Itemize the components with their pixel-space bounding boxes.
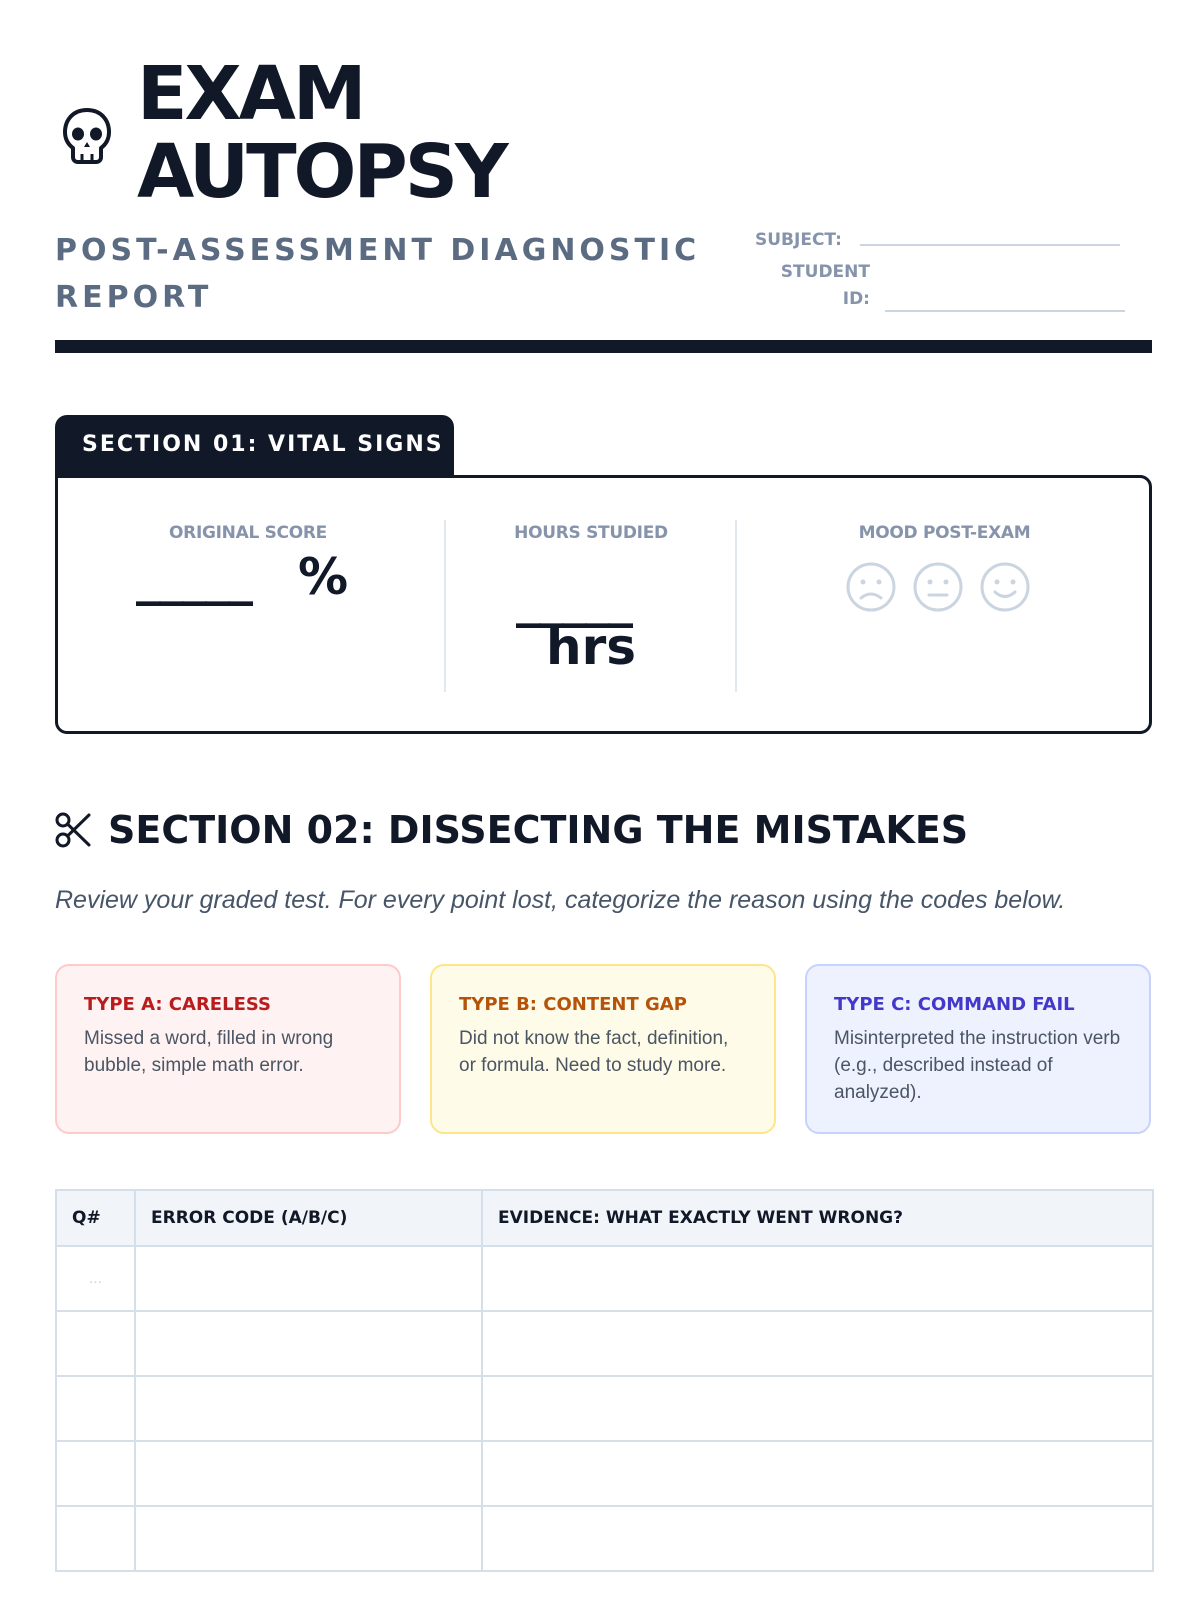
section-01-tab: SECTION 01: VITAL SIGNS bbox=[55, 415, 454, 475]
student-id-row bbox=[755, 259, 1152, 319]
column-header-error-code: ERROR CODE (A/B/C) bbox=[135, 1190, 482, 1246]
neutral-face-icon[interactable] bbox=[912, 561, 964, 613]
hours-studied-block bbox=[446, 478, 736, 731]
card-title: TYPE B: CONTENT GAP bbox=[459, 994, 687, 1015]
section-02-title: SECTION 02: DISSECTING THE MISTAKES bbox=[108, 808, 969, 852]
question-cell[interactable] bbox=[56, 1441, 135, 1506]
evidence-cell[interactable] bbox=[482, 1376, 1153, 1441]
section-02-instructions: Review your graded test. For every point lost, categorize the reason using the codes below. bbox=[55, 886, 1066, 914]
subject-field[interactable] bbox=[860, 244, 1120, 246]
title-line-1: EXAM bbox=[137, 51, 364, 137]
original-score-label: ORIGINAL SCORE bbox=[169, 523, 327, 543]
header-rule bbox=[55, 340, 1152, 353]
hours-studied-label: HOURS STUDIED bbox=[514, 523, 668, 543]
original-score-blank[interactable]: _____ bbox=[136, 548, 251, 606]
student-id-label: STUDENT ID: bbox=[780, 262, 870, 309]
error-type-card-c bbox=[805, 964, 1151, 1134]
evidence-cell[interactable] bbox=[482, 1246, 1153, 1311]
hours-studied-unit: hrs bbox=[546, 618, 637, 676]
table-header-row bbox=[56, 1190, 1153, 1246]
smile-face-icon[interactable] bbox=[979, 561, 1031, 613]
title-line-2: AUTOPSY bbox=[137, 129, 506, 215]
card-title: TYPE C: COMMAND FAIL bbox=[834, 994, 1075, 1015]
card-description: Missed a word, filled in wrong bubble, simple math error. bbox=[84, 1028, 334, 1076]
error-type-card-b bbox=[430, 964, 776, 1134]
error-code-cell[interactable] bbox=[135, 1246, 482, 1311]
error-type-card-a bbox=[55, 964, 401, 1134]
scissors-icon bbox=[55, 811, 91, 849]
original-score-block bbox=[58, 478, 438, 731]
question-cell[interactable]: ... bbox=[56, 1246, 135, 1311]
section-02-heading bbox=[55, 805, 1152, 855]
table-row bbox=[56, 1376, 1153, 1441]
hours-studied-blank[interactable]: _____ bbox=[516, 570, 631, 628]
error-code-cell[interactable] bbox=[135, 1376, 482, 1441]
evidence-cell[interactable] bbox=[482, 1441, 1153, 1506]
page-title bbox=[137, 51, 506, 215]
question-cell[interactable] bbox=[56, 1506, 135, 1571]
column-header-question: Q# bbox=[56, 1190, 135, 1246]
report-header bbox=[55, 51, 1152, 355]
student-id-field[interactable] bbox=[885, 310, 1125, 312]
skull-icon bbox=[61, 107, 113, 167]
column-header-evidence: EVIDENCE: WHAT EXACTLY WENT WRONG? bbox=[482, 1190, 1153, 1246]
error-code-cell[interactable] bbox=[135, 1311, 482, 1376]
error-code-cell[interactable] bbox=[135, 1506, 482, 1571]
vital-signs-panel bbox=[55, 475, 1152, 734]
table-row bbox=[56, 1441, 1153, 1506]
original-score-unit: % bbox=[298, 548, 349, 606]
question-cell[interactable] bbox=[56, 1311, 135, 1376]
table-row bbox=[56, 1246, 1153, 1311]
mood-label: MOOD POST-EXAM bbox=[858, 523, 1031, 543]
mood-block bbox=[737, 478, 1152, 731]
error-code-cell[interactable] bbox=[135, 1441, 482, 1506]
evidence-cell[interactable] bbox=[482, 1311, 1153, 1376]
evidence-cell[interactable] bbox=[482, 1506, 1153, 1571]
card-description: Did not know the fact, definition, or formula. Need to study more. bbox=[459, 1028, 729, 1076]
frown-face-icon[interactable] bbox=[845, 561, 897, 613]
table-row bbox=[56, 1311, 1153, 1376]
table-row bbox=[56, 1506, 1153, 1571]
subject-label: SUBJECT: bbox=[755, 230, 842, 250]
mistake-log-table bbox=[55, 1189, 1154, 1572]
page-subtitle: POST-ASSESSMENT DIAGNOSTIC REPORT bbox=[55, 233, 701, 315]
card-title: TYPE A: CARELESS bbox=[84, 994, 271, 1015]
question-cell[interactable] bbox=[56, 1376, 135, 1441]
card-description: Misinterpreted the instruction verb (e.g., described instead of analyzed). bbox=[834, 1028, 1121, 1103]
